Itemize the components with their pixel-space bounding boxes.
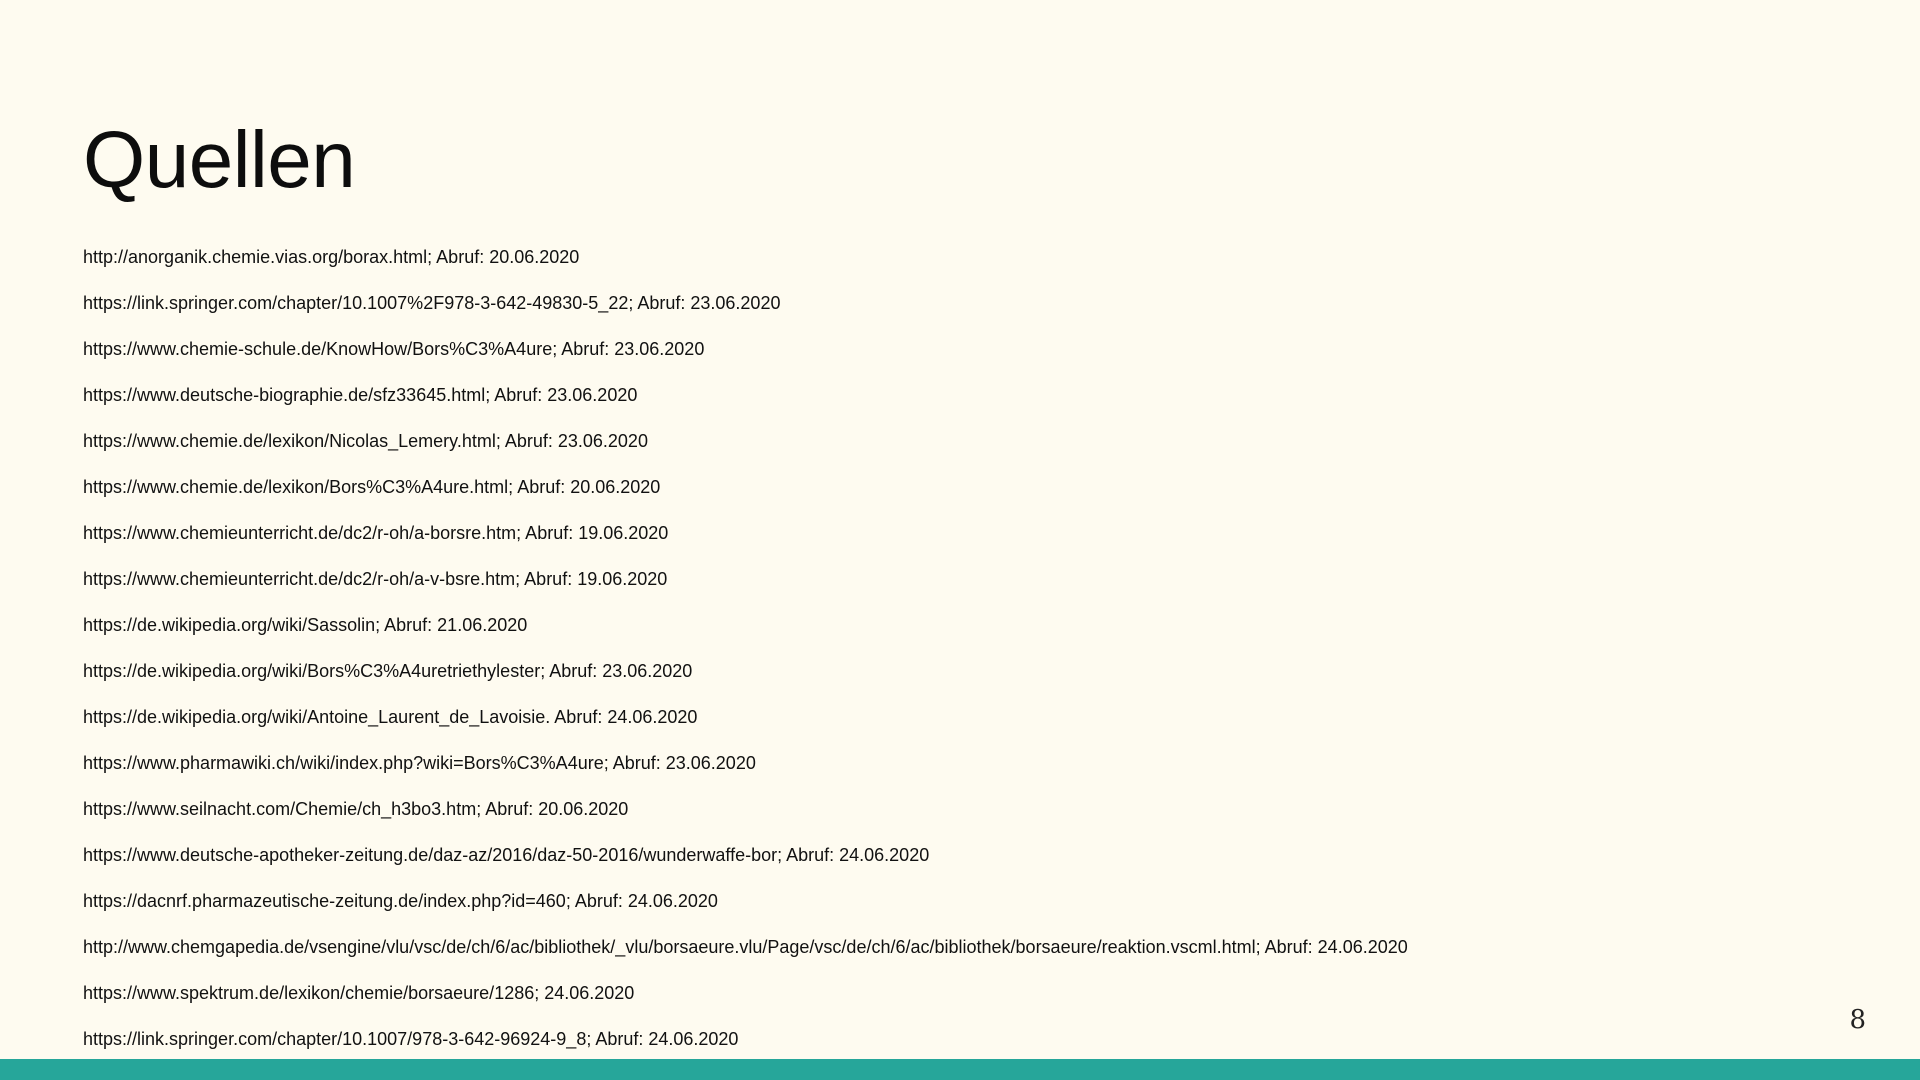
source-item: https://www.spektrum.de/lexikon/chemie/borsaeure/1286; 24.06.2020 — [83, 983, 635, 1003]
slide-title: Quellen — [83, 115, 356, 204]
source-item: https://www.chemieunterricht.de/dc2/r-oh/a-borsre.htm; Abruf: 19.06.2020 — [83, 523, 669, 543]
source-item: https://de.wikipedia.org/wiki/Sassolin; Abruf: 21.06.2020 — [83, 615, 528, 635]
source-item: https://dacnrf.pharmazeutische-zeitung.de/index.php?id=460; Abruf: 24.06.2020 — [83, 891, 718, 911]
source-item: https://www.seilnacht.com/Chemie/ch_h3bo3.htm; Abruf: 20.06.2020 — [83, 799, 629, 819]
source-item: https://www.pharmawiki.ch/wiki/index.php?wiki=Bors%C3%A4ure; Abruf: 23.06.2020 — [83, 753, 756, 773]
source-item: https://www.deutsche-biographie.de/sfz33645.html; Abruf: 23.06.2020 — [83, 385, 638, 405]
source-item: https://www.chemieunterricht.de/dc2/r-oh/a-v-bsre.htm; Abruf: 19.06.2020 — [83, 569, 668, 589]
footer-accent-bar — [0, 1059, 1920, 1080]
source-item: https://www.chemie.de/lexikon/Bors%C3%A4ure.html; Abruf: 20.06.2020 — [83, 477, 661, 497]
source-item: https://de.wikipedia.org/wiki/Antoine_Laurent_de_Lavoisie. Abruf: 24.06.2020 — [83, 707, 698, 727]
source-item: http://anorganik.chemie.vias.org/borax.html; Abruf: 20.06.2020 — [83, 247, 580, 267]
source-item: https://www.deutsche-apotheker-zeitung.de/daz-az/2016/daz-50-2016/wunderwaffe-bor; Abruf: 24.06.2020 — [83, 845, 930, 865]
source-item: http://www.chemgapedia.de/vsengine/vlu/vsc/de/ch/6/ac/bibliothek/_vlu/borsaeure.vlu/Page/vsc/de/ch/6/ac/bibliothek/borsaeure/reaktion.vscml.html; Abruf: 24.06.2020 — [83, 937, 1408, 957]
source-list — [83, 246, 1408, 1074]
source-item: https://link.springer.com/chapter/10.1007/978-3-642-96924-9_8; Abruf: 24.06.2020 — [83, 1029, 739, 1049]
page-number: 8 — [1849, 1005, 1866, 1035]
source-item: https://www.chemie.de/lexikon/Nicolas_Lemery.html; Abruf: 23.06.2020 — [83, 431, 648, 451]
source-item: https://www.chemie-schule.de/KnowHow/Bors%C3%A4ure; Abruf: 23.06.2020 — [83, 339, 705, 359]
source-item: https://de.wikipedia.org/wiki/Bors%C3%A4uretriethylester; Abruf: 23.06.2020 — [83, 661, 693, 681]
source-item: https://link.springer.com/chapter/10.1007%2F978-3-642-49830-5_22; Abruf: 23.06.2020 — [83, 293, 781, 313]
